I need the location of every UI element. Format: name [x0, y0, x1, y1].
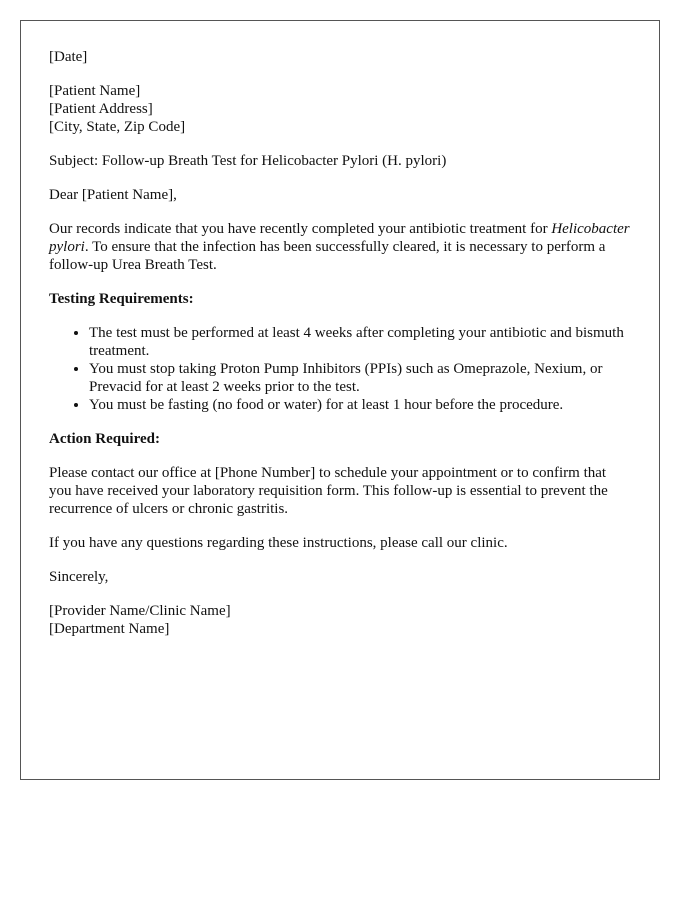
requirements-list: [49, 324, 631, 414]
questions-paragraph: If you have any questions regarding these instructions, please call our clinic.: [49, 535, 508, 551]
recipient-address-block: [49, 82, 631, 136]
letter-page: [20, 20, 660, 780]
action-paragraph: Please contact our office at [Phone Number] to schedule your appointment or to confirm that you have received your laboratory requisition form. This follow-up is essential to prevent the recurrence of ulcers or chronic gastritis.: [49, 465, 608, 517]
requirement-item: • You must be fasting (no food or water) for at least 1 hour before the procedure.: [89, 396, 631, 414]
testing-requirements-heading: Testing Requirements:: [49, 291, 194, 307]
letter-subject: Subject: Follow-up Breath Test for Helicobacter Pylori (H. pylori): [49, 153, 447, 169]
requirement-item: • You must stop taking Proton Pump Inhibitors (PPIs) such as Omeprazole, Nexium, or Prevacid for at least 2 weeks prior to the test.: [89, 360, 631, 396]
recipient-city-state-zip: [City, State, Zip Code]: [49, 119, 186, 135]
signature-department: [Department Name]: [49, 621, 170, 637]
recipient-address: [Patient Address]: [49, 101, 153, 117]
letter-salutation: Dear [Patient Name],: [49, 187, 177, 203]
intro-text-part1: Our records indicate that you have recently completed your antibiotic treatment for: [49, 221, 552, 237]
recipient-name: [Patient Name]: [49, 83, 141, 99]
letter-date: [Date]: [49, 49, 88, 65]
action-required-heading: Action Required:: [49, 431, 160, 447]
signature-provider: [Provider Name/Clinic Name]: [49, 603, 231, 619]
signature-block: [49, 602, 631, 638]
intro-paragraph: [49, 220, 631, 274]
intro-italic-organism: Helicobacter pylori: [49, 221, 630, 255]
intro-text-part2: . To ensure that the infection has been successfully cleared, it is necessary to perform a follow-up Urea Breath Test.: [49, 239, 606, 273]
letter-closing: Sincerely,: [49, 569, 109, 585]
requirement-item: • The test must be performed at least 4 weeks after completing your antibiotic and bismuth treatment.: [89, 324, 631, 360]
